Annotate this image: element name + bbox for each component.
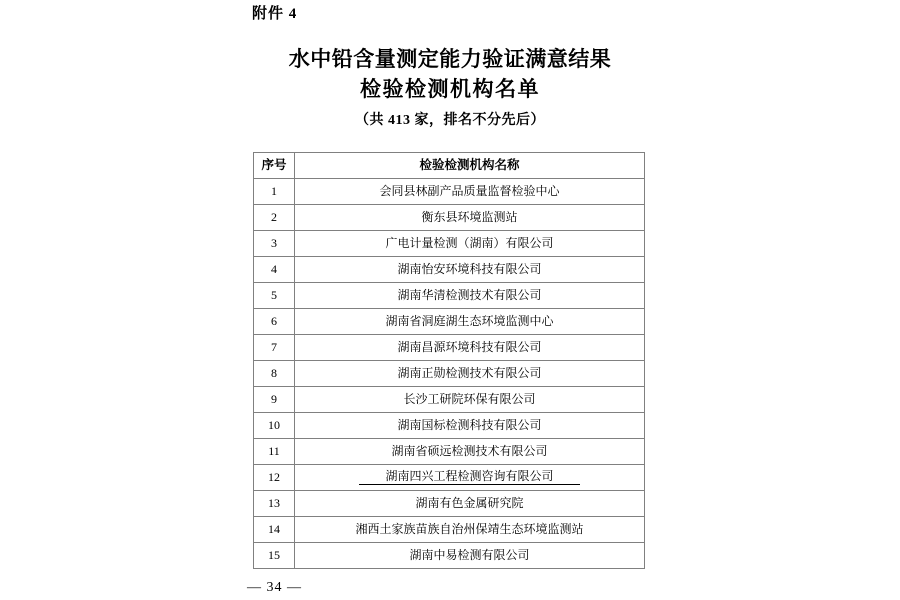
title-block <box>150 44 750 129</box>
table-row <box>254 335 645 361</box>
row-number: 14 <box>254 517 295 543</box>
table-row <box>254 465 645 491</box>
row-number: 6 <box>254 309 295 335</box>
row-number: 10 <box>254 413 295 439</box>
header-cell-org-name: 检验检测机构名称 <box>295 153 645 179</box>
table-row <box>254 517 645 543</box>
org-table-head <box>254 153 645 179</box>
table-row <box>254 283 645 309</box>
org-name: 湖南省洞庭湖生态环境监测中心 <box>295 309 645 335</box>
org-name: 会同县林副产品质量监督检验中心 <box>295 179 645 205</box>
table-row <box>254 231 645 257</box>
row-number: 12 <box>254 465 295 491</box>
row-number: 7 <box>254 335 295 361</box>
org-name: 湖南华清检测技术有限公司 <box>295 283 645 309</box>
attachment-label: 附件 4 <box>252 6 298 22</box>
org-table <box>253 152 645 569</box>
org-table-body <box>254 179 645 569</box>
org-name: 湖南有色金属研究院 <box>295 491 645 517</box>
document-title-line2: 检验检测机构名单 <box>360 77 540 101</box>
table-row <box>254 309 645 335</box>
org-name: 湘西土家族苗族自治州保靖生态环境监测站 <box>295 517 645 543</box>
table-row <box>254 205 645 231</box>
header-cell-number: 序号 <box>254 153 295 179</box>
org-name: 广电计量检测（湖南）有限公司 <box>295 231 645 257</box>
row-number: 13 <box>254 491 295 517</box>
row-number: 1 <box>254 179 295 205</box>
org-name: 衡东县环境监测站 <box>295 205 645 231</box>
row-number: 4 <box>254 257 295 283</box>
org-name: 湖南国标检测科技有限公司 <box>295 413 645 439</box>
org-name: 湖南昌源环境科技有限公司 <box>295 335 645 361</box>
org-name: 长沙工研院环保有限公司 <box>295 387 645 413</box>
row-number: 15 <box>254 543 295 569</box>
row-number: 5 <box>254 283 295 309</box>
table-row <box>254 361 645 387</box>
row-number: 2 <box>254 205 295 231</box>
table-row <box>254 387 645 413</box>
row-number: 11 <box>254 439 295 465</box>
table-row <box>254 439 645 465</box>
table-row <box>254 413 645 439</box>
underlined-org-name: 湖南四兴工程检测咨询有限公司 <box>359 470 579 485</box>
row-number: 3 <box>254 231 295 257</box>
table-row <box>254 543 645 569</box>
page-number: — 34 — <box>247 580 302 595</box>
org-name: 湖南省硕远检测技术有限公司 <box>295 439 645 465</box>
org-name: 湖南中易检测有限公司 <box>295 543 645 569</box>
org-name: 湖南怡安环境科技有限公司 <box>295 257 645 283</box>
org-name: 湖南正勋检测技术有限公司 <box>295 361 645 387</box>
table-row <box>254 491 645 517</box>
org-name <box>295 465 645 491</box>
row-number: 9 <box>254 387 295 413</box>
document-title-line1: 水中铅含量测定能力验证满意结果 <box>288 47 612 71</box>
table-row <box>254 257 645 283</box>
header-row <box>254 153 645 179</box>
table-row <box>254 179 645 205</box>
document-subtitle: （共 413 家，排名不分先后） <box>355 113 545 128</box>
row-number: 8 <box>254 361 295 387</box>
